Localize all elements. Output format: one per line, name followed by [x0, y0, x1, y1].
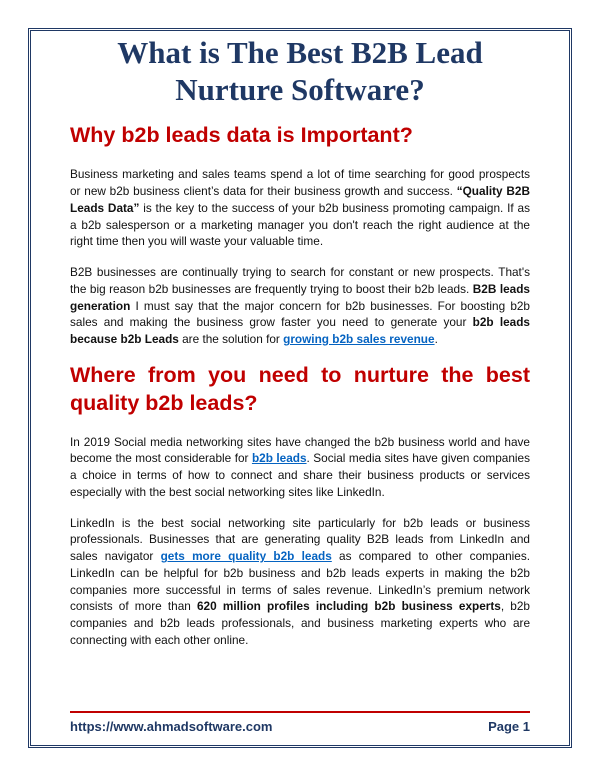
text-run: . Social media sites have given companies a choice in terms of how to connect and share their business products or services especially with the best social networking sites like LinkedIn.	[70, 451, 530, 499]
page-number: Page 1	[488, 719, 530, 734]
text-run: B2B businesses are continually trying to search for constant or new prospects. That's the big reason b2b businesses are frequently trying to boost their b2b leads.	[70, 265, 530, 296]
bold-run: B2B leads generation	[70, 281, 530, 313]
text-run: , b2b companies and b2b leads professionals, and business marketing experts who are connecting with each other online.	[70, 599, 530, 647]
text-run: as compared to other companies. LinkedIn can be helpful for b2b business and b2b leads experts in making the b2b companies more successful in terms of sales revenue. LinkedIn’s premium network consists of more than	[70, 549, 531, 614]
document-body	[70, 34, 530, 663]
link-gets-more-quality-b2b-leads[interactable]: gets more quality b2b leads	[160, 549, 332, 564]
text-run: .	[434, 332, 438, 347]
text-run: I must say that the major concern for b2b businesses. For boosting b2b sales and making the business grow faster you need to generate your	[70, 298, 530, 330]
text-run: LinkedIn is the best social networking site particularly for b2b leads or business professionals. Businesses that are generating quality B2B leads from LinkedIn and sales navigator	[70, 515, 530, 564]
link-growing-b2b-sales-revenue[interactable]: growing b2b sales revenue	[283, 332, 435, 347]
paragraph-business-marketing	[70, 166, 530, 250]
link-b2b-leads[interactable]: b2b leads	[251, 451, 307, 466]
text-run: Business marketing and sales teams spend a lot of time searching for good prospects or new b2b business client’s data for their business growth and success.	[70, 167, 530, 199]
paragraph-linkedin	[70, 515, 530, 649]
paragraph-social-media	[70, 434, 530, 501]
paragraph-b2b-businesses	[70, 264, 530, 348]
document-title: What is The Best B2B Lead Nurture Software?	[117, 35, 483, 108]
bold-run: “Quality B2B Leads Data”	[70, 184, 530, 215]
text-run: In 2019 Social media networking sites have changed the b2b business world and have become the most considerable for	[70, 434, 530, 466]
footer-url[interactable]: https://www.ahmadsoftware.com	[70, 719, 273, 734]
section-heading-where-to-nurture: Where from you need to nurture the best quality b2b leads?	[70, 362, 530, 415]
bold-run: 620 million profiles including b2b business experts	[197, 599, 501, 614]
text-run: are the solution for	[178, 332, 284, 347]
bold-run: b2b leads because b2b Leads	[70, 315, 530, 347]
text-run: is the key to the success of your b2b business promoting campaign. If as a b2b salesperson or a marketing manager you don't reach the right audience at the right time then you will waste your valuable time.	[70, 200, 530, 249]
section-heading-why-b2b-leads: Why b2b leads data is Important?	[70, 123, 413, 148]
page-footer	[70, 711, 530, 734]
